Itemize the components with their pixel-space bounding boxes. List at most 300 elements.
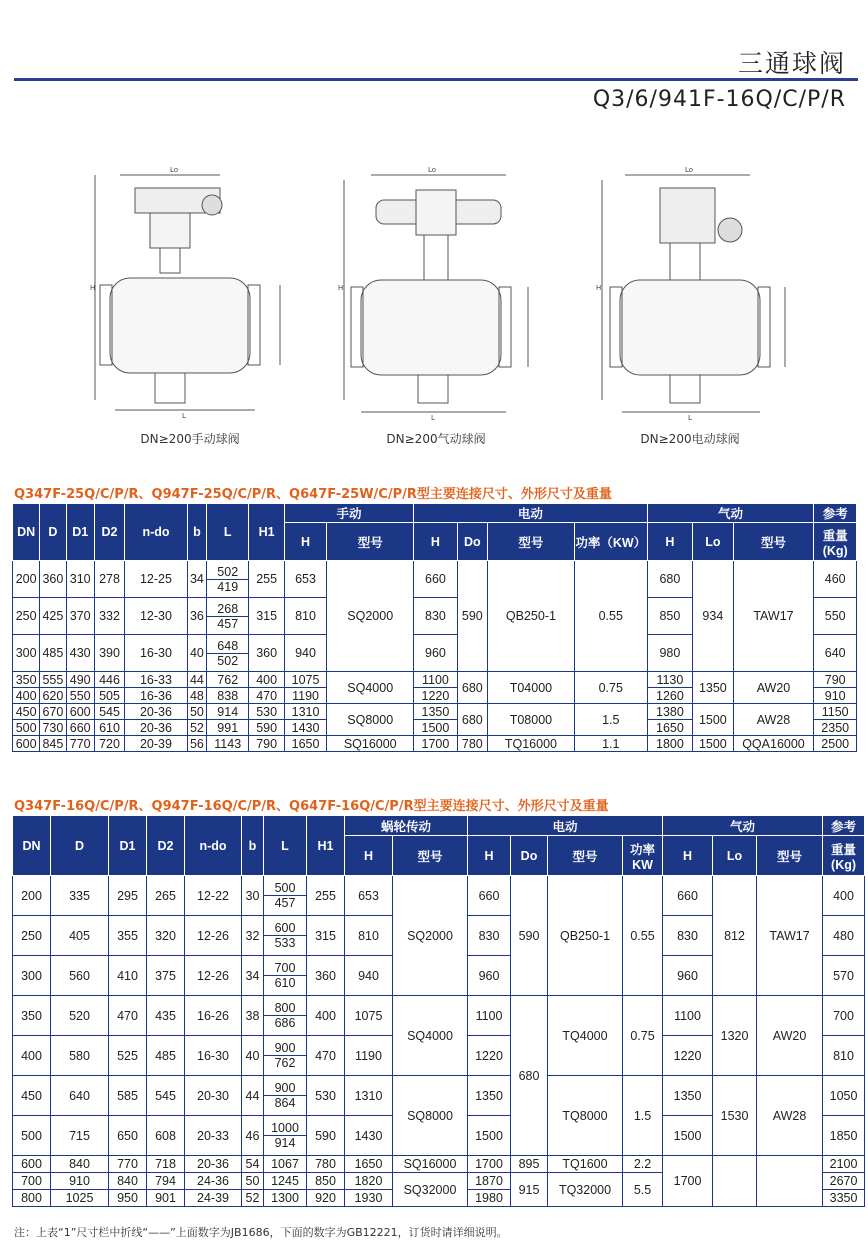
table-cell: 660 <box>468 876 511 916</box>
table-cell: 520 <box>51 996 109 1036</box>
table-cell: SQ8000 <box>327 704 414 736</box>
table-cell: 1820 <box>345 1173 393 1190</box>
table-cell: 1500 <box>693 704 733 736</box>
table-cell: 3350 <box>823 1190 865 1207</box>
table-cell: 910 <box>51 1173 109 1190</box>
table-cell: H <box>647 523 692 561</box>
table-cell: 1700 <box>663 1156 713 1207</box>
table-cell: 1100 <box>468 996 511 1036</box>
table-cell: D <box>40 504 66 561</box>
title-divider <box>14 78 858 81</box>
table-cell: QQA16000 <box>733 736 814 752</box>
table-cell: 680 <box>457 672 487 704</box>
table-cell: TQ4000 <box>548 996 623 1076</box>
table-cell: 650 <box>109 1116 147 1156</box>
table-cell: 44 <box>187 672 206 688</box>
table-cell: 550 <box>814 598 857 635</box>
table-cell: 480 <box>823 916 865 956</box>
table-cell: 580 <box>51 1036 109 1076</box>
table-cell: 1870 <box>468 1173 511 1190</box>
drawing-electric <box>570 160 810 460</box>
table-row <box>13 996 865 1036</box>
table-cell: 1650 <box>647 720 692 736</box>
table-cell: 700 <box>823 996 865 1036</box>
table-cell: 653 <box>345 876 393 916</box>
table-cell: AW28 <box>733 704 814 736</box>
table-cell: 1190 <box>345 1036 393 1076</box>
model-number: Q3/6/941F-16Q/C/P/R <box>592 87 846 112</box>
table-cell: 1430 <box>284 720 326 736</box>
table-cell: 0.75 <box>623 996 663 1076</box>
table-cell: 600 533 <box>264 916 307 956</box>
table-cell: n-do <box>125 504 188 561</box>
table-cell: 700 <box>13 1173 51 1190</box>
table-cell: 960 <box>468 956 511 996</box>
table-cell: 2350 <box>814 720 857 736</box>
table-cell: 型号 <box>757 836 823 876</box>
table-cell: 2670 <box>823 1173 865 1190</box>
table-cell: 810 <box>345 916 393 956</box>
table-cell: 530 <box>307 1076 345 1116</box>
table-cell: 810 <box>823 1036 865 1076</box>
table2 <box>12 815 865 1207</box>
table-cell: 1220 <box>663 1036 713 1076</box>
table-cell: 720 <box>94 736 124 752</box>
table-cell: 790 <box>249 736 284 752</box>
table-cell: 20-39 <box>125 736 188 752</box>
table-cell: 715 <box>51 1116 109 1156</box>
table-cell: 660 <box>663 876 713 916</box>
table-cell: 型号 <box>548 836 623 876</box>
table-cell: 功率（KW） <box>574 523 647 561</box>
table-cell: 850 <box>307 1173 345 1190</box>
manual-valve-drawing-icon <box>70 160 310 425</box>
table-cell: 1320 <box>713 996 757 1076</box>
table-cell: 315 <box>249 598 284 635</box>
table-cell: AW28 <box>757 1076 823 1156</box>
table-cell: 400 <box>249 672 284 688</box>
table-cell: SQ16000 <box>327 736 414 752</box>
table-cell: H <box>284 523 326 561</box>
table-cell: 1150 <box>814 704 857 720</box>
table-cell: 1700 <box>468 1156 511 1173</box>
table-cell: 电动 <box>414 504 647 523</box>
table-cell: 1000 914 <box>264 1116 307 1156</box>
table-cell <box>713 1156 757 1207</box>
table-cell: 1245 <box>264 1173 307 1190</box>
table-cell: 940 <box>345 956 393 996</box>
table-cell: AW20 <box>733 672 814 704</box>
table-cell: 蜗轮传动 <box>345 816 468 836</box>
table-cell: 934 <box>693 561 733 672</box>
table-cell: 200 <box>13 561 40 598</box>
table-cell: 400 <box>13 1036 51 1076</box>
table-cell: 400 <box>307 996 345 1036</box>
table-cell: 重量 (Kg) <box>823 836 865 876</box>
table-cell: H1 <box>249 504 284 561</box>
table-cell: 1300 <box>264 1190 307 1207</box>
table-cell: 50 <box>242 1173 264 1190</box>
table-cell: 840 <box>109 1173 147 1190</box>
table1-title: Q347F-25Q/C/P/R、Q947F-25Q/C/P/R、Q647F-25W/C/P/R型主要连接尺寸、外形尺寸及重量 <box>14 487 612 502</box>
table-cell: 500 <box>13 720 40 736</box>
drawing-manual <box>70 160 310 460</box>
table-cell: 315 <box>307 916 345 956</box>
table-row <box>13 561 857 598</box>
table-cell: 505 <box>94 688 124 704</box>
table-cell: 1530 <box>713 1076 757 1156</box>
table-cell: 900 762 <box>264 1036 307 1076</box>
footnote: 注：上表“1”尺寸栏中折线“——”上面数字为JB1686，下面的数字为GB12221，订货时请详细说明。 <box>14 1226 508 1239</box>
table-cell: 470 <box>307 1036 345 1076</box>
table-cell: 700 610 <box>264 956 307 996</box>
table-cell: 型号 <box>327 523 414 561</box>
table-cell: 1350 <box>414 704 457 720</box>
table-cell: 320 <box>147 916 185 956</box>
table-cell: 52 <box>242 1190 264 1207</box>
table-cell: 34 <box>187 561 206 598</box>
table-cell: 1075 <box>284 672 326 688</box>
svg-text:Lo: Lo <box>428 166 437 174</box>
table-cell: 470 <box>109 996 147 1036</box>
table-cell: 430 <box>66 635 94 672</box>
svg-text:L: L <box>182 412 186 420</box>
table-cell: 845 <box>40 736 66 752</box>
table-cell: 332 <box>94 598 124 635</box>
table-cell: D2 <box>147 816 185 876</box>
table-cell: D <box>51 816 109 876</box>
table-cell: 812 <box>713 876 757 996</box>
table-cell: b <box>242 816 264 876</box>
table-cell: 1650 <box>345 1156 393 1173</box>
table-cell: 1075 <box>345 996 393 1036</box>
table-cell: TQ16000 <box>487 736 574 752</box>
table-cell: TQ1600 <box>548 1156 623 1173</box>
table-cell: 914 <box>207 704 249 720</box>
table-cell: 640 <box>51 1076 109 1116</box>
table-cell: 895 <box>511 1156 548 1173</box>
table-cell: 525 <box>109 1036 147 1076</box>
table-cell: 20-30 <box>185 1076 242 1116</box>
table-cell: T04000 <box>487 672 574 704</box>
table-cell: 550 <box>66 688 94 704</box>
table-cell: 762 <box>207 672 249 688</box>
table-cell: 24-39 <box>185 1190 242 1207</box>
table-cell: 型号 <box>487 523 574 561</box>
table-cell: QB250-1 <box>487 561 574 672</box>
table-cell: 16-30 <box>185 1036 242 1076</box>
table-cell: 功率 KW <box>623 836 663 876</box>
drawing-caption: DN≥200电动球阀 <box>640 432 740 446</box>
table-cell: 1190 <box>284 688 326 704</box>
table-cell: 56 <box>187 736 206 752</box>
table-cell: 20-36 <box>125 720 188 736</box>
table-cell: SQ4000 <box>327 672 414 704</box>
table-cell: 1130 <box>647 672 692 688</box>
table-row <box>13 1076 865 1116</box>
table-cell: Lo <box>713 836 757 876</box>
table-cell: 355 <box>109 916 147 956</box>
table-cell: 40 <box>242 1036 264 1076</box>
table-cell: 350 <box>13 996 51 1036</box>
svg-text:H: H <box>90 284 96 292</box>
table-cell: 600 <box>13 736 40 752</box>
table1 <box>12 503 857 752</box>
table-cell: 16-33 <box>125 672 188 688</box>
svg-text:Lo: Lo <box>685 166 694 174</box>
table-cell: 2.2 <box>623 1156 663 1173</box>
table-row <box>13 704 857 720</box>
table-cell: D2 <box>94 504 124 561</box>
table-cell: 1500 <box>414 720 457 736</box>
table-cell: n-do <box>185 816 242 876</box>
table-cell: 1930 <box>345 1190 393 1207</box>
table-cell: 446 <box>94 672 124 688</box>
table-cell: 375 <box>147 956 185 996</box>
table-row <box>13 1156 865 1173</box>
svg-text:H: H <box>596 284 602 292</box>
table-cell: 1100 <box>414 672 457 688</box>
table-cell: 1350 <box>468 1076 511 1116</box>
table-cell: 830 <box>468 916 511 956</box>
table-cell: 265 <box>147 876 185 916</box>
table-cell: DN <box>13 504 40 561</box>
table-cell: 1067 <box>264 1156 307 1173</box>
table-cell: 1430 <box>345 1116 393 1156</box>
table-cell: 370 <box>66 598 94 635</box>
table-cell: 410 <box>109 956 147 996</box>
table-cell: 268 457 <box>207 598 249 635</box>
table-cell: 0.55 <box>623 876 663 996</box>
table-row <box>13 672 857 688</box>
table-cell: 30 <box>242 876 264 916</box>
table-cell: 780 <box>307 1156 345 1173</box>
table-cell: 1143 <box>207 736 249 752</box>
drawing-caption: DN≥200手动球阀 <box>140 432 240 446</box>
table-cell: TAW17 <box>733 561 814 672</box>
table-cell: 16-26 <box>185 996 242 1036</box>
table-cell: 300 <box>13 956 51 996</box>
table-cell: T08000 <box>487 704 574 736</box>
table-cell: 770 <box>66 736 94 752</box>
table-cell: 640 <box>814 635 857 672</box>
table-cell: 1500 <box>693 736 733 752</box>
table-cell: 980 <box>647 635 692 672</box>
table-cell: 810 <box>284 598 326 635</box>
table-cell: 44 <box>242 1076 264 1116</box>
table-cell: 310 <box>66 561 94 598</box>
table-cell: 600 <box>66 704 94 720</box>
table-cell: 1.1 <box>574 736 647 752</box>
table-cell: 16-30 <box>125 635 188 672</box>
table-cell: 718 <box>147 1156 185 1173</box>
table-cell: TAW17 <box>757 876 823 996</box>
table-cell: L <box>207 504 249 561</box>
table-cell: 940 <box>284 635 326 672</box>
table-cell: 54 <box>242 1156 264 1173</box>
table-cell: 450 <box>13 1076 51 1116</box>
table-cell: 1260 <box>647 688 692 704</box>
table-cell: 960 <box>663 956 713 996</box>
table-cell: 794 <box>147 1173 185 1190</box>
table-cell: 360 <box>40 561 66 598</box>
table-cell: 手动 <box>284 504 413 523</box>
table-cell: 648 502 <box>207 635 249 672</box>
table-cell: 32 <box>242 916 264 956</box>
drawing-caption: DN≥200气动球阀 <box>386 432 486 446</box>
table-cell: 545 <box>147 1076 185 1116</box>
table-cell: 485 <box>40 635 66 672</box>
table-cell: 1850 <box>823 1116 865 1156</box>
table-cell: 1350 <box>693 672 733 704</box>
table-cell: 840 <box>51 1156 109 1173</box>
table-cell: 46 <box>242 1116 264 1156</box>
table-cell: 360 <box>249 635 284 672</box>
table-cell: 350 <box>13 672 40 688</box>
svg-text:L: L <box>688 414 692 422</box>
table-cell: 1025 <box>51 1190 109 1207</box>
table-cell: Do <box>457 523 487 561</box>
table-cell: 910 <box>814 688 857 704</box>
table-cell: 390 <box>94 635 124 672</box>
table-cell: 590 <box>511 876 548 996</box>
table-cell: 255 <box>307 876 345 916</box>
table-cell: 气动 <box>647 504 814 523</box>
table-cell: 360 <box>307 956 345 996</box>
table-cell: 48 <box>187 688 206 704</box>
table-cell: 400 <box>823 876 865 916</box>
table-row <box>13 736 857 752</box>
table-cell: 470 <box>249 688 284 704</box>
table-row <box>13 876 865 916</box>
table-cell: 0.75 <box>574 672 647 704</box>
table-cell: 1310 <box>345 1076 393 1116</box>
table-cell: 400 <box>13 688 40 704</box>
table-cell: 24-36 <box>185 1173 242 1190</box>
table-cell: 1500 <box>468 1116 511 1156</box>
table-cell: 901 <box>147 1190 185 1207</box>
svg-text:H: H <box>338 284 344 292</box>
table-cell: 585 <box>109 1076 147 1116</box>
table-cell: 12-30 <box>125 598 188 635</box>
table-cell: 50 <box>187 704 206 720</box>
table-cell: 1220 <box>468 1036 511 1076</box>
table-cell: 680 <box>457 704 487 736</box>
table-cell: 502 419 <box>207 561 249 598</box>
table-cell: 2100 <box>823 1156 865 1173</box>
table-cell: DN <box>13 816 51 876</box>
table-cell: 12-26 <box>185 956 242 996</box>
table-cell: 1350 <box>663 1076 713 1116</box>
table-cell: QB250-1 <box>548 876 623 996</box>
table-cell: 570 <box>823 956 865 996</box>
table-cell: 425 <box>40 598 66 635</box>
table-cell: SQ2000 <box>393 876 468 996</box>
table-cell: 1050 <box>823 1076 865 1116</box>
table-cell: 278 <box>94 561 124 598</box>
table-cell: 780 <box>457 736 487 752</box>
table-cell: 250 <box>13 916 51 956</box>
table-cell: 850 <box>647 598 692 635</box>
table-cell: 34 <box>242 956 264 996</box>
table-cell <box>757 1156 823 1207</box>
table-cell: H <box>663 836 713 876</box>
table-cell: 5.5 <box>623 1173 663 1207</box>
table-cell: 12-26 <box>185 916 242 956</box>
table-cell: D1 <box>66 504 94 561</box>
table-cell: 1.5 <box>623 1076 663 1156</box>
table-cell: 490 <box>66 672 94 688</box>
table-cell: TQ32000 <box>548 1173 623 1207</box>
table-cell: 2500 <box>814 736 857 752</box>
table-cell: 960 <box>414 635 457 672</box>
table-cell: b <box>187 504 206 561</box>
table-cell: 295 <box>109 876 147 916</box>
table-cell: 653 <box>284 561 326 598</box>
table-cell: 950 <box>109 1190 147 1207</box>
table-cell: H <box>468 836 511 876</box>
table-cell: 460 <box>814 561 857 598</box>
table-cell: Lo <box>693 523 733 561</box>
table-cell: 600 <box>13 1156 51 1173</box>
table-cell: 900 864 <box>264 1076 307 1116</box>
table-cell: 450 <box>13 704 40 720</box>
table-cell: 620 <box>40 688 66 704</box>
table-cell: 参考 <box>814 504 857 523</box>
table2-title: Q347F-16Q/C/P/R、Q947F-16Q/C/P/R、Q647F-16Q/C/P/R型主要连接尺寸、外形尺寸及重量 <box>14 799 609 814</box>
table-cell: L <box>264 816 307 876</box>
table-cell: 20-36 <box>185 1156 242 1173</box>
table-cell: 335 <box>51 876 109 916</box>
table-cell: 1650 <box>284 736 326 752</box>
table-cell: SQ8000 <box>393 1076 468 1156</box>
table-cell: 790 <box>814 672 857 688</box>
table-cell: 200 <box>13 876 51 916</box>
table-cell: 830 <box>414 598 457 635</box>
table-cell: H <box>345 836 393 876</box>
table-cell: D1 <box>109 816 147 876</box>
valve-drawings <box>0 160 868 460</box>
table-cell: 36 <box>187 598 206 635</box>
table-cell: 1.5 <box>574 704 647 736</box>
table-cell: 电动 <box>468 816 663 836</box>
table-cell: 590 <box>249 720 284 736</box>
table-cell: 250 <box>13 598 40 635</box>
table-cell: 405 <box>51 916 109 956</box>
table-cell: H <box>414 523 457 561</box>
table-cell: SQ16000 <box>393 1156 468 1173</box>
table-cell: 590 <box>457 561 487 672</box>
table-cell: 660 <box>66 720 94 736</box>
table-cell: 1380 <box>647 704 692 720</box>
table-cell: 1980 <box>468 1190 511 1207</box>
table-cell: 770 <box>109 1156 147 1173</box>
table-cell: 830 <box>663 916 713 956</box>
table-cell: 气动 <box>663 816 823 836</box>
table-cell: 1500 <box>663 1116 713 1156</box>
table-cell: Do <box>511 836 548 876</box>
table-cell: SQ2000 <box>327 561 414 672</box>
table-cell: 52 <box>187 720 206 736</box>
table-cell: 800 <box>13 1190 51 1207</box>
table-cell: 12-22 <box>185 876 242 916</box>
table-cell: TQ8000 <box>548 1076 623 1156</box>
table-cell: 915 <box>511 1173 548 1207</box>
table-cell: 991 <box>207 720 249 736</box>
svg-text:L: L <box>431 414 435 422</box>
table-cell: 1310 <box>284 704 326 720</box>
table-cell: 680 <box>647 561 692 598</box>
